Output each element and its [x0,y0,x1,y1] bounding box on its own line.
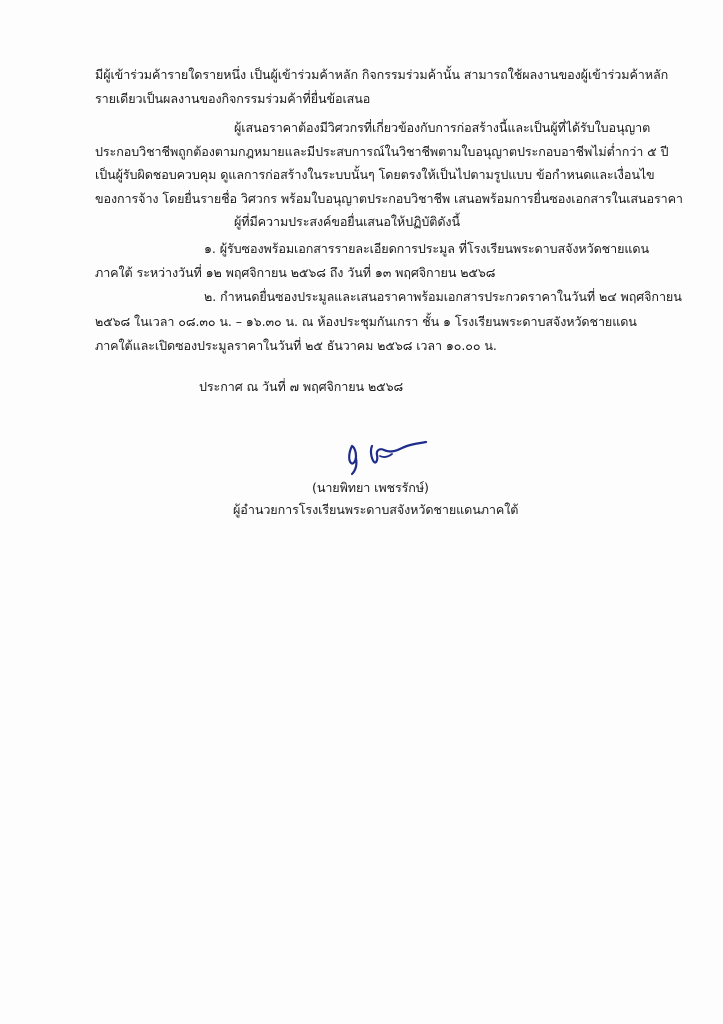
paragraph3: ผู้ที่มีความประสงค์ขอยื่นเสนอให้ปฏิบัติดังนี้ [234,214,460,229]
announce-date: ประกาศ ณ วันที่ ๗ พฤศจิกายน ๒๕๖๘ [199,379,404,394]
item1-line2: ภาคใต้ ระหว่างวันที่ ๑๒ พฤศจิกายน ๒๕๖๘ ถึง วันที่ ๑๓ พฤศจิกายน ๒๕๖๘ [95,265,496,280]
signature-mark-icon [340,436,430,476]
signer-title: ผู้อำนวยการโรงเรียนพระดาบสจังหวัดชายแดนภาคใต้ [233,502,519,517]
item2-line3: ภาคใต้และเปิดซองประมูลราคาในวันที่ ๒๕ ธันวาคม ๒๕๖๘ เวลา ๑๐.๐๐ น. [95,338,497,353]
signature [340,436,430,476]
item2-line2: ๒๕๖๘ ในเวลา ๐๘.๓๐ น. – ๑๖.๓๐ น. ณ ห้องประชุมกันเกรา ชั้น ๑ โรงเรียนพระดาบสจังหวัดชายแดน [95,314,637,329]
paragraph1-line1: มีผู้เข้าร่วมค้ารายใดรายหนึ่ง เป็นผู้เข้าร่วมค้าหลัก กิจกรรมร่วมค้านั้น สามารถใช้ผลงานของผู้เข้าร่วมค้าหลัก [95,67,669,82]
item1-line1: ๑. ผู้รับซองพร้อมเอกสารรายละเอียดการประมูล ที่โรงเรียนพระดาบสจังหวัดชายแดน [204,241,649,256]
paragraph2-line4: ของการจ้าง โดยยื่นรายชื่อ วิศวกร พร้อมใบอนุญาตประกอบวิชาชีพ เสนอพร้อมการยื่นซองเอกสารในเสนอราคา [95,191,683,206]
item2-line1: ๒. กำหนดยื่นซองประมูลและเสนอราคาพร้อมเอกสารประกวดราคาในวันที่ ๒๔ พฤศจิกายน [204,289,682,304]
paragraph2-line3: เป็นผู้รับผิดชอบควบคุม ดูแลการก่อสร้างในระบบนั้นๆ โดยตรงให้เป็นไปตามรูปแบบ ข้อกำหนดและเงื่อนไข [95,167,655,182]
paragraph2-line2: ประกอบวิชาชีพถูกต้องตามกฎหมายและมีประสบการณ์ในวิชาชีพตามใบอนุญาตประกอบอาชีพไม่ต่ำกว่า ๕ ปี [95,144,669,159]
signer-name: (นายพิทยา เพชรรักษ์) [312,480,429,495]
paragraph2-line1: ผู้เสนอราคาต้องมีวิศวกรที่เกี่ยวข้องกับการก่อสร้างนี้และเป็นผู้ที่ได้รับใบอนุญาต [234,120,651,135]
paragraph1-line2: รายเดียวเป็นผลงานของกิจกรรมร่วมค้าที่ยื่นข้อเสนอ [95,91,371,106]
